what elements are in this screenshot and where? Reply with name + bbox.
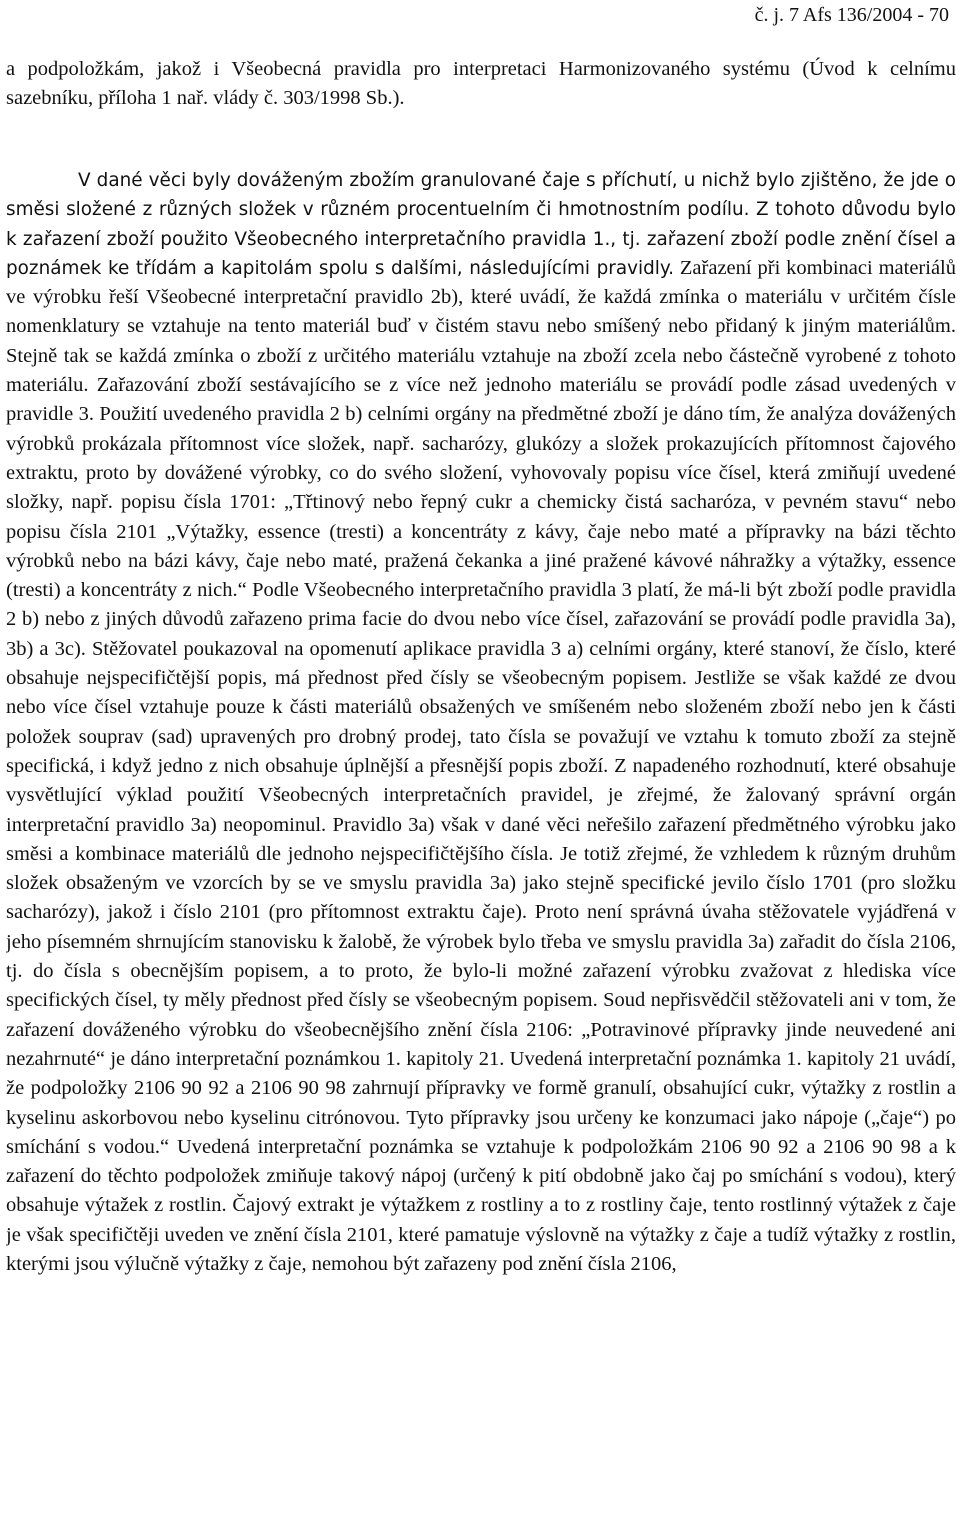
case-reference-header: č. j. 7 Afs 136/2004 - 70 bbox=[754, 4, 949, 26]
document-page bbox=[6, 0, 956, 1533]
paragraph-opening-text: V dané věci byly dováženým zbožím granulované čaje s příchutí, u nichž bylo zjištěno, že jde o směsi složené z různých složek v různém procentuelním či hmotnostním podílu. Z tohoto důvodu bylo k zařazení zboží použito Všeobecného interpretačního pravidla 1., tj. zařazení zboží podle znění čísel a poznámek ke třídám a kapitolám spolu s dalšími, následujícími pravidly. bbox=[6, 170, 956, 279]
intro-paragraph: a podpoložkám, jakož i Všeobecná pravidla pro interpretaci Harmonizovaného systému (Úvod k celnímu sazebníku, příloha 1 nař. vlády č. 303/1998 Sb.). bbox=[6, 58, 956, 110]
paragraph-body-text: Zařazení při kombinaci materiálů ve výrobku řeší Všeobecné interpretační pravidlo 2b), které uvádí, že každá zmínka o materiálu v určitém čísle nomenklatury se vztahuje na tento materiál buď v čistém stavu nebo smíšený nebo přidaný k jiným materiálům. Stejně tak se každá zmínka o zboží z určitého materiálu vztahuje na zboží zcela nebo částečně vyrobené z tohoto materiálu. Zařazování zboží sestávajícího se z více než jednoho materiálu se provádí podle zásad uvedených v pravidle 3. Použití uvedeného pravidla 2 b) celními orgány na předmětné zboží je dáno tím, že analýza dovážených výrobků prokázala přítomnost více složek, např. sacharózy, glukózy a složek prokazujících přítomnost čajového extraktu, proto by dovážené výrobky, co do svého složení, vyhovovaly popisu více čísel, která zmiňují uvedené složky, např. popisu čísla 1701: „Třtinový nebo řepný cukr a chemicky čistá sacharóza, v pevném stavu“ nebo popisu čísla 2101 „Výtažky, essence (tresti) a koncentráty z kávy, čaje nebo maté a přípravky na bázi těchto výrobků nebo na bázi kávy, čaje nebo maté, pražená čekanka a jiné pražené kávové náhražky a výtažky, essence (tresti) a koncentráty z nich.“ Podle Všeobecného interpretačního pravidla 3 platí, že má-li být zboží podle pravidla 2 b) nebo z jiných důvodů zařazeno prima facie do dvou nebo více čísel, zařazování se provádí podle pravidla 3a), 3b) a 3c). Stěžovatel poukazoval na opomenutí aplikace pravidla 3 a) celními orgány, které stanoví, že číslo, které obsahuje nejspecifičtější popis, má přednost před čísly se všeobecným popisem. Jestliže se však každé ze dvou nebo více čísel vztahuje pouze k části materiálů obsažených ve smíšeném nebo složeném zboží nebo jen k části položek souprav (sad) upravených pro drobný prodej, tato čísla se považují ve vztahu k tomuto zboží za stejně specifická, i když jedno z nich obsahuje úplnější a přesnější popis zboží. Z napadeného rozhodnutí, které obsahuje vysvětlující výklad použití Všeobecných interpretačních pravidel, je zřejmé, že žalovaný správní orgán interpretační pravidlo 3a) neopominul. Pravidlo 3a) však v dané věci neřešilo zařazení předmětného výrobku jako směsi a kombinace materiálů dle jednoho nejspecifičtějšího čísla. Je totiž zřejmé, že vzhledem k různým druhům složek obsaženým ve vzorcích by se ve smyslu pravidla 3a) jako stejně specifické jevilo číslo 1701 (pro složku sacharózy), jakož i číslo 2101 (pro přítomnost extraktu čaje). Proto není správná úvaha stěžovatele vyjádřená v jeho písemném shrnujícím stanovisku k žalobě, že výrobek bylo třeba ve smyslu pravidla 3a) zařadit do čísla 2106, tj. do čísla s obecnějším popisem, a to proto, že bylo-li možné zařazení výrobku zvažovat z hlediska více specifických čísel, ty měly přednost před čísly se všeobecným popisem. Soud nepřisvědčil stěžovateli ani v tom, že zařazení dováženého výrobku do všeobecnějšího znění čísla 2106: „Potravinové přípravky jinde neuvedené ani nezahrnuté“ je dáno interpretační poznámkou 1. kapitoly 21. Uvedená interpretační poznámka 1. kapitoly 21 uvádí, že podpoložky 2106 90 92 a 2106 90 98 zahrnují přípravky ve formě granulí, obsahující cukr, výtažky z rostlin a kyselinu askorbovou nebo kyselinu citrónovou. Tyto přípravky jsou určeny ke konzumaci jako nápoje („čaje“) po smíchání s vodou.“ Uvedená interpretační poznámka se vztahuje k podpoložkám 2106 90 92 a 2106 90 98 a k zařazení do těchto podpoložek zmiňuje takový nápoj (určený k pití obdobně jako čaj po smíchání s vodou), který obsahuje výtažek z rostlin. Čajový extrakt je výtažkem z rostliny a to z rostliny čaje, tento rostlinný výtažek z čaje je však specifičtěji uveden ve znění čísla 2101, které pamatuje výslovně na výtažky z čaje a tudíž výtažky z rostlin, kterými jsou výlučně výtažky z čaje, nemohou být zařazeny pod znění čísla 2106, bbox=[6, 256, 956, 1275]
main-paragraph bbox=[6, 166, 956, 1279]
